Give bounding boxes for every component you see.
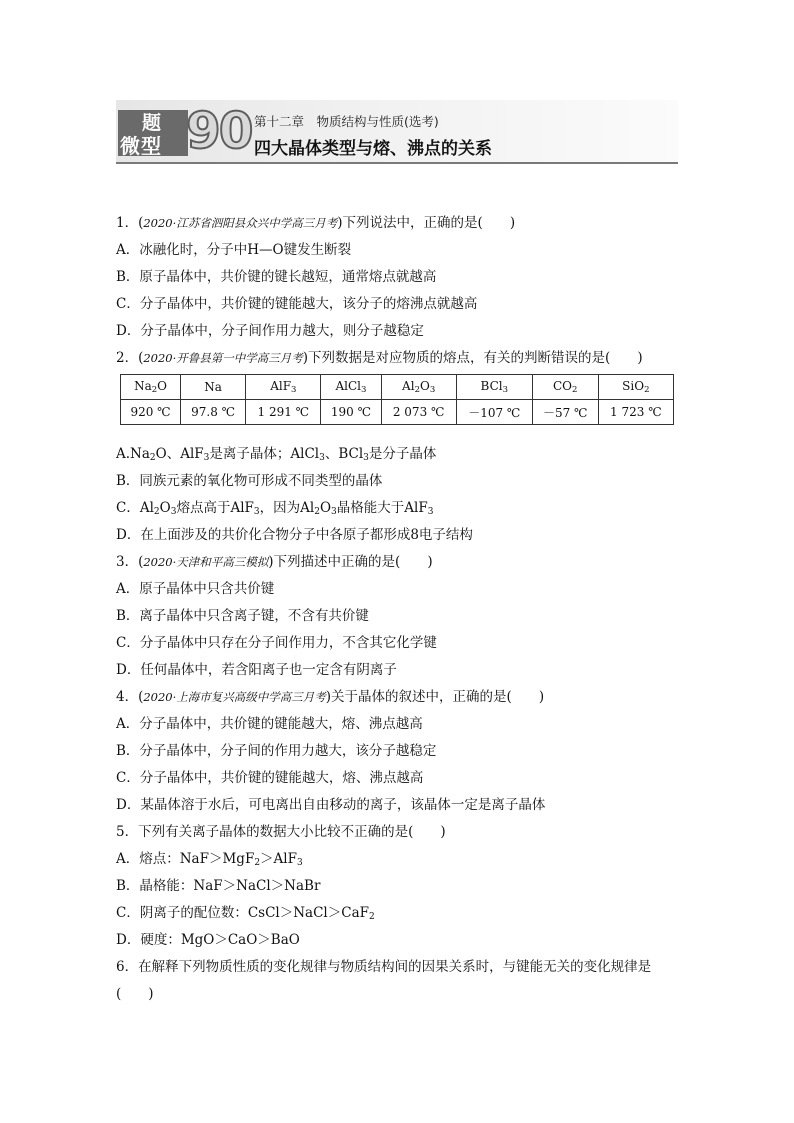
q2-option-a: $A.Na_2O$、AlF$_3$是离子晶体；AlCl$_3$、BCl$_3$是分子晶体 <box>116 446 437 463</box>
banner-underline <box>116 162 678 164</box>
table-header-cell: $Al_2O_3$ <box>381 375 456 400</box>
q4-option-c: C．分子晶体中，共价键的键能越大，熔、沸点越高 <box>116 770 424 786</box>
badge-weixing-label: 微型 <box>120 134 162 158</box>
q3-source: 2020·天津和平高三模拟 <box>143 555 269 569</box>
table-cell: 2 073 ℃ <box>381 400 456 425</box>
q2-option-d: D．在上面涉及的共价化合物分子中各原子都形成8电子结构 <box>116 527 473 543</box>
q2-text: )下列数据是对应物质的熔点，有关的判断错误的是( ) <box>302 350 643 366</box>
q4-option-b: B．分子晶体中，分子间的作用力越大，该分子越稳定 <box>116 743 437 759</box>
q3-option-d: D．任何晶体中，若含阳离子也一定含有阴离子 <box>116 662 397 678</box>
table-header-cell: AlCl$_3$ <box>321 375 381 400</box>
chapter-title: 第十二章 物质结构与性质(选考) <box>254 114 439 129</box>
table-cell: 190 ℃ <box>321 400 381 425</box>
q1-option-d: D．分子晶体中，分子间作用力越大，则分子越稳定 <box>116 323 424 339</box>
q2-number: 2．( <box>116 350 144 366</box>
q1-option-b: B．原子晶体中，共价键的键长越短，通常熔点就越高 <box>116 269 437 285</box>
q4-text: )关于晶体的叙述中，正确的是( ) <box>325 689 545 705</box>
table-header-cell: BCl$_3$ <box>456 375 532 400</box>
question-4-stem <box>116 684 682 711</box>
q4-source: 2020·上海市复兴高级中学高三月考 <box>143 690 326 704</box>
table-header-cell: $CO_2$ <box>532 375 598 400</box>
topic-title: 四大晶体类型与熔、沸点的关系 <box>254 139 492 159</box>
question-5-stem: 5．下列有关离子晶体的数据大小比较不正确的是( ) <box>116 824 446 840</box>
table-cell: 920 ℃ <box>121 400 181 425</box>
q4-option-d: D．某晶体溶于水后，可电离出自由移动的离子，该晶体一定是离子晶体 <box>116 797 546 813</box>
table-header-cell: AlF$_3$ <box>246 375 321 400</box>
table-cell: －57 ℃ <box>532 400 598 425</box>
badge-number: 90 <box>186 102 252 160</box>
table-cell: 1 723 ℃ <box>598 400 673 425</box>
q5-option-c: C．阴离子的配位数：CsCl＞NaCl＞CaF$_2$ <box>116 905 375 922</box>
table-value-row <box>121 400 674 425</box>
table-header-cell: $Na_2O$ <box>121 375 181 400</box>
q1-number: 1．( <box>116 215 144 231</box>
melting-point-table <box>120 374 674 425</box>
q4-option-a: A．分子晶体中，共价键的键能越大，熔、沸点越高 <box>116 716 423 732</box>
question-1-stem <box>116 210 682 237</box>
q5-option-d: D．硬度：MgO＞CaO＞BaO <box>116 932 300 948</box>
q2-option-b: B．同族元素的氧化物可形成不同类型的晶体 <box>116 473 383 489</box>
q6-answer-blank: ( ) <box>116 986 154 1002</box>
topic-badge <box>118 102 252 160</box>
spacer <box>116 431 682 441</box>
q3-option-c: C．分子晶体中只存在分子间作用力，不含其它化学键 <box>116 635 437 651</box>
q4-number: 4．( <box>116 689 144 705</box>
q3-text: )下列描述中正确的是( ) <box>268 554 433 570</box>
question-list <box>116 210 682 1008</box>
q1-source: 2020·江苏省泗阳县众兴中学高三月考 <box>143 216 338 230</box>
q3-option-a: A．原子晶体中只含共价键 <box>116 581 275 597</box>
question-6-stem: 6．在解释下列物质性质的变化规律与物质结构间的因果关系时，与键能无关的变化规律是 <box>116 959 652 975</box>
table-cell: 97.8 ℃ <box>181 400 246 425</box>
q1-option-a: A．冰融化时，分子中H—O键发生断裂 <box>116 242 352 258</box>
q2-source: 2020·开鲁县第一中学高三月考 <box>143 351 303 365</box>
table-cell: －107 ℃ <box>456 400 532 425</box>
q3-option-b: B．离子晶体中只含离子键，不含有共价键 <box>116 608 369 624</box>
q5-option-b: B．晶格能：NaF＞NaCl＞NaBr <box>116 878 321 894</box>
q5-option-a: A．熔点：NaF＞MgF$_2$＞AlF$_3$ <box>116 851 303 868</box>
header-banner <box>116 100 678 166</box>
q1-text: )下列说法中，正确的是( ) <box>337 215 516 231</box>
question-3-stem <box>116 549 682 576</box>
table-cell: 1 291 ℃ <box>246 400 321 425</box>
table-header-cell: SiO$_2$ <box>598 375 673 400</box>
question-2-stem <box>116 345 682 372</box>
q2-option-c: C．$Al_2O_3$熔点高于AlF$_3$，因为$Al_2O_3$晶格能大于AlF$_3$ <box>116 500 434 517</box>
table-header-row <box>121 375 674 400</box>
badge-ti-label: 题 <box>142 112 162 134</box>
table-header-cell: Na <box>181 375 246 400</box>
q3-number: 3．( <box>116 554 144 570</box>
q1-option-c: C．分子晶体中，共价键的键能越大，该分子的熔沸点就越高 <box>116 296 478 312</box>
